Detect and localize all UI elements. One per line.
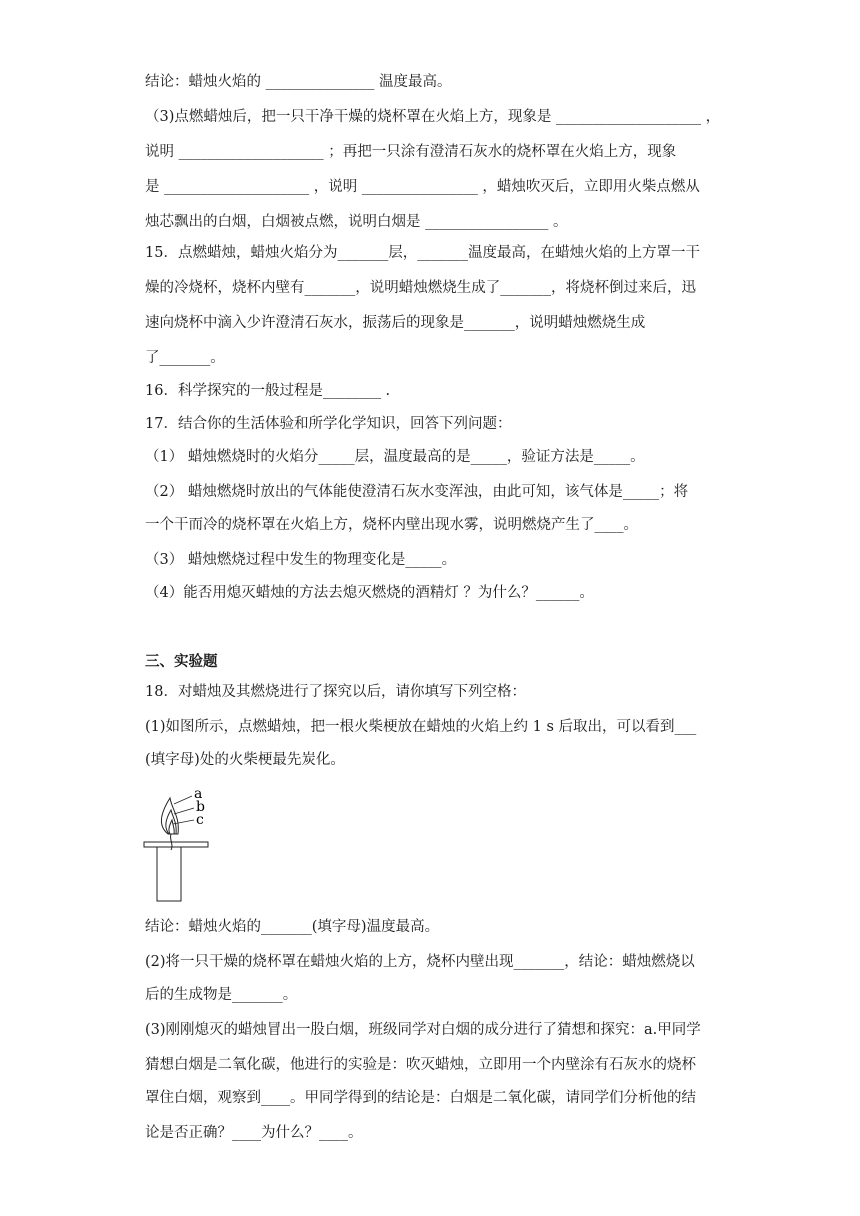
label-c: c — [196, 812, 204, 828]
text-line: 罩住白烟，观察到____。甲同学得到的结论是：白烟是二氧化碳，请同学们分析他的结 — [145, 1090, 696, 1106]
text-line: (填字母)处的火柴梗最先炭化。 — [145, 752, 345, 768]
candle-flame-figure — [140, 784, 220, 904]
text-line: 16．科学探究的一般过程是________ . — [145, 383, 391, 399]
text-line: 结论：蜡烛火焰的 _______________ 温度最高。 — [145, 74, 452, 90]
text-line: 17．结合你的生活体验和所学化学知识，回答下列问题： — [145, 416, 512, 432]
text-line: 速向烧杯中滴入少许澄清石灰水，振荡后的现象是_______，说明蜡烛燃烧生成 — [145, 315, 646, 331]
text-line: (3)刚刚熄灭的蜡烛冒出一股白烟，班级同学对白烟的成分进行了猜想和探究：a.甲同学 — [145, 1022, 701, 1038]
text-line: （1） 蜡烛燃烧时的火焰分_____层，温度最高的是_____，验证方法是_____。 — [145, 449, 645, 465]
text-line: 结论：蜡烛火焰的_______(填字母)温度最高。 — [145, 919, 440, 935]
candle-body — [157, 847, 181, 901]
label-b: b — [196, 799, 205, 815]
text-line: 了_______。 — [145, 350, 225, 366]
text-line: （2） 蜡烛燃烧时放出的气体能使澄清石灰水变浑浊，由此可知，该气体是_____；将 — [145, 484, 689, 500]
match-stick — [144, 842, 208, 847]
text-line: 论是否正确？____为什么？____。 — [145, 1125, 363, 1141]
label-a: a — [194, 786, 203, 802]
text-line: 猜想白烟是二氧化碳，他进行的实验是：吹灭蜡烛，立即用一个内壁涂有石灰水的烧杯 — [145, 1057, 696, 1073]
text-line: 后的生成物是_______。 — [145, 987, 298, 1003]
text-line: 燥的冷烧杯，烧杯内壁有_______，说明蜡烛燃烧生成了_______，将烧杯倒过来后，迅 — [145, 280, 696, 296]
text-line: (1)如图所示，点燃蜡烛，把一根火柴梗放在蜡烛的火焰上约 1 s 后取出，可以看到___ — [145, 719, 697, 735]
text-line: （4）能否用熄灭蜡烛的方法去熄灭燃烧的酒精灯 ？为什么？______。 — [145, 585, 594, 601]
text-line: 三、实验题 — [145, 653, 218, 670]
text-line: (2)将一只干燥的烧杯罩在蜡烛火焰的上方，烧杯内壁出现_______，结论：蜡烛燃烧以 — [145, 954, 695, 970]
text-line: 15．点燃蜡烛，蜡烛火焰分为_______层，_______温度最高，在蜡烛火焰的上方罩一干 — [145, 245, 700, 261]
text-line: 说明 ____________________ ；再把一只涂有澄清石灰水的烧杯罩在火焰上方，现象 — [145, 144, 677, 160]
text-line: （3） 蜡烛燃烧过程中发生的物理变化是_____。 — [145, 552, 457, 568]
text-line: （3)点燃蜡烛后，把一只干净干燥的烧杯罩在火焰上方，现象是 ____________________ ， — [145, 109, 721, 125]
flame-inner — [169, 820, 174, 834]
text-line: 是 ____________________ ，说明 ________________ ，蜡烛吹灭后，立即用火柴点燃从 — [145, 179, 700, 195]
text-line: 烛芯飘出的白烟，白烟被点燃，说明白烟是 _________________ 。 — [145, 214, 568, 230]
text-line: 18．对蜡烛及其燃烧进行了探究以后，请你填写下列空格： — [145, 684, 526, 700]
text-line: 一个干而冷的烧杯罩在火焰上方，烧杯内壁出现水雾，说明燃烧产生了____。 — [145, 517, 638, 533]
